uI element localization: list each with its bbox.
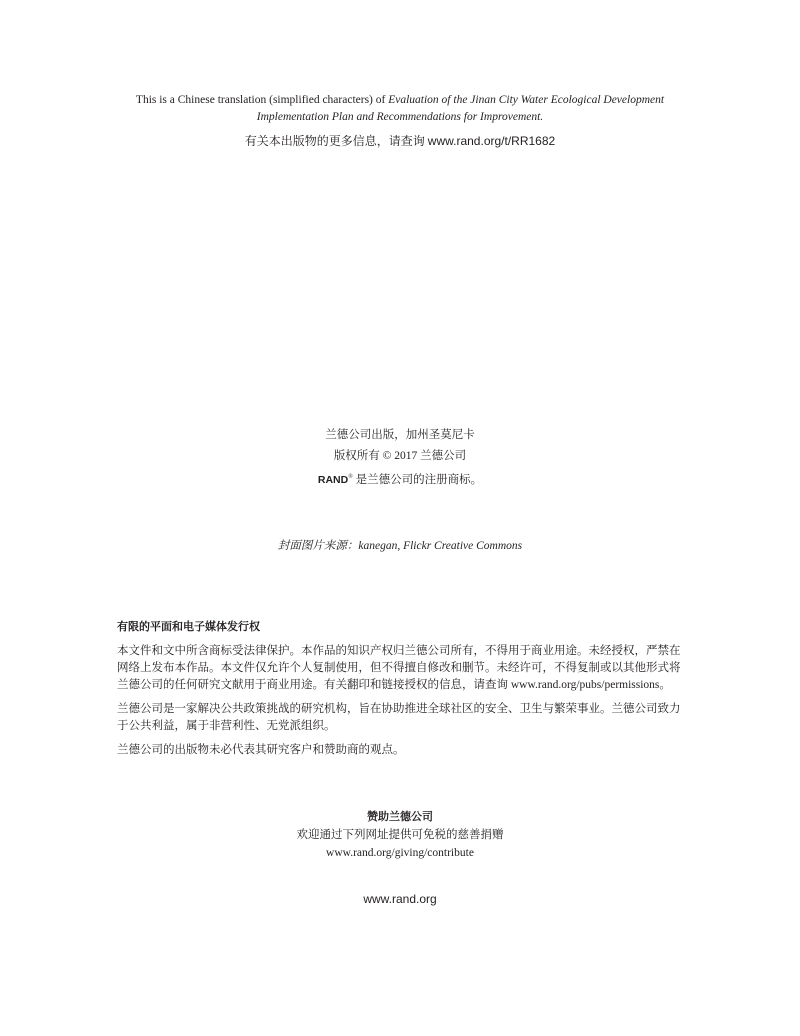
support-heading: 赞助兰德公司 [367,811,433,823]
trademark-text: 是兰德公司的注册商标。 [352,473,483,486]
rights-paragraph-legal: 本文件和文中所含商标受法律保护。本作品的知识产权归兰德公司所有，不得用于商业用途。未经授权，严禁在网络上发布本作品。本文件仅允许个人复制使用，但不得擅自修改和删节。未经许可，不得复制或以其他形式将兰德公司的任何研究文献用于商业用途。有关翻印和链接授权的信息，请查询 www.rand.org/pubs/permissions。 [117,645,681,691]
source-title-line1: Evaluation of the Jinan City Water Ecological Development [388,94,665,106]
publisher-block [0,425,800,491]
support-block [0,808,800,862]
cover-image-credit: 封面图片来源：kanegan, Flickr Creative Commons [277,540,523,552]
publisher-line: 兰德公司出版，加州圣莫尼卡 [325,429,475,441]
registered-symbol: ® [348,474,353,480]
rand-logo-text: RAND [317,473,349,486]
translation-note-prefix: This is a Chinese translation (simplified characters) of [135,94,389,106]
footer-link[interactable]: www.rand.org [363,892,437,906]
support-text: 欢迎通过下列网址提供可免税的慈善捐赠 [296,829,504,841]
rights-section [117,619,684,766]
translation-note-line1 [0,92,800,109]
more-info-line [0,133,800,149]
rights-heading: 有限的平面和电子媒体发行权 [117,621,260,633]
support-link[interactable]: www.rand.org/giving/contribute [326,847,474,859]
copyright-line: 版权所有 © 2017 兰德公司 [333,450,467,462]
translation-note [0,92,800,126]
rights-paragraph-disclaimer: 兰德公司的出版物未必代表其研究客户和赞助商的观点。 [117,744,405,756]
rights-paragraph-mission: 兰德公司是一家解决公共政策挑战的研究机构，旨在协助推进全球社区的安全、卫生与繁荣事业。兰德公司致力于公共利益，属于非营利性、无党派组织。 [117,703,681,732]
more-info-link[interactable]: www.rand.org/t/RR1682 [427,134,556,148]
source-title-line2: Implementation Plan and Recommendations for Improvement. [256,111,544,123]
trademark-line [0,467,800,491]
more-info-text: 有关本出版物的更多信息，请查询 [244,134,428,148]
